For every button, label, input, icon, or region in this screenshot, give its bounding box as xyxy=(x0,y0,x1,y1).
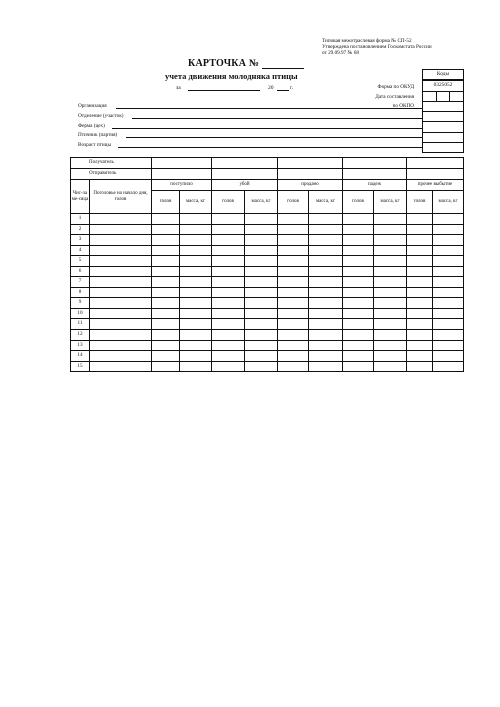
heads-cell[interactable] xyxy=(212,266,245,277)
card-title-text: КАРТОЧКА № xyxy=(188,58,260,69)
table-row xyxy=(71,235,464,246)
heads-cell[interactable] xyxy=(212,256,245,267)
mass-cell[interactable] xyxy=(374,287,407,298)
heads-cell[interactable] xyxy=(152,245,180,256)
group-header-mortality: падеж xyxy=(343,180,407,191)
heads-cell[interactable] xyxy=(152,330,180,341)
heads-cell[interactable] xyxy=(407,214,433,225)
table-row xyxy=(71,308,464,319)
subheader-heads: голов xyxy=(343,191,374,214)
heads-cell[interactable] xyxy=(278,287,309,298)
heads-cell[interactable] xyxy=(343,351,374,362)
mass-cell[interactable] xyxy=(374,224,407,235)
mass-cell[interactable] xyxy=(245,256,278,267)
table-body xyxy=(71,214,464,372)
mass-cell[interactable] xyxy=(374,361,407,372)
subheader-mass: масса, кг xyxy=(180,191,212,214)
mass-cell[interactable] xyxy=(309,277,343,288)
mass-cell[interactable] xyxy=(180,361,212,372)
heads-cell[interactable] xyxy=(152,361,180,372)
subheader-mass: масса, кг xyxy=(374,191,407,214)
heads-cell[interactable] xyxy=(212,298,245,309)
heads-cell[interactable] xyxy=(278,235,309,246)
heads-cell[interactable] xyxy=(278,245,309,256)
mass-cell[interactable] xyxy=(374,298,407,309)
mass-cell[interactable] xyxy=(374,351,407,362)
heads-cell[interactable] xyxy=(152,319,180,330)
day-number: 2 xyxy=(71,224,90,235)
poultry-movement-table xyxy=(70,157,464,372)
heads-cell[interactable] xyxy=(278,351,309,362)
mass-cell[interactable] xyxy=(374,256,407,267)
heads-cell[interactable] xyxy=(152,256,180,267)
mass-cell[interactable] xyxy=(245,298,278,309)
department-field[interactable] xyxy=(132,118,422,119)
heads-cell[interactable] xyxy=(343,298,374,309)
heads-cell[interactable] xyxy=(152,340,180,351)
heads-cell[interactable] xyxy=(278,308,309,319)
mass-cell[interactable] xyxy=(180,266,212,277)
heads-cell[interactable] xyxy=(343,224,374,235)
table-row xyxy=(71,298,464,309)
heads-cell[interactable] xyxy=(407,235,433,246)
day-number: 6 xyxy=(71,266,90,277)
mass-cell[interactable] xyxy=(309,256,343,267)
heads-cell[interactable] xyxy=(212,340,245,351)
headcount-cell[interactable] xyxy=(90,340,152,351)
mass-cell[interactable] xyxy=(180,277,212,288)
heads-cell[interactable] xyxy=(407,287,433,298)
heads-cell[interactable] xyxy=(152,214,180,225)
mass-cell[interactable] xyxy=(180,214,212,225)
day-number: 9 xyxy=(71,298,90,309)
day-column-header: Чис-ла ме-сяца xyxy=(71,180,90,214)
mass-cell[interactable] xyxy=(374,235,407,246)
heads-cell[interactable] xyxy=(278,319,309,330)
form-note-line: Утверждена постановлением Госкомстата России xyxy=(322,44,432,51)
headcount-column-header: Поголовье на начало дня, голов xyxy=(90,180,152,214)
heads-cell[interactable] xyxy=(212,287,245,298)
card-number-field[interactable] xyxy=(262,59,304,69)
heads-cell[interactable] xyxy=(278,214,309,225)
heads-cell[interactable] xyxy=(212,214,245,225)
heads-cell[interactable] xyxy=(343,266,374,277)
mass-cell[interactable] xyxy=(245,224,278,235)
heads-cell[interactable] xyxy=(343,308,374,319)
mass-cell[interactable] xyxy=(180,319,212,330)
field-label-organization: Организация xyxy=(78,103,107,109)
heads-cell[interactable] xyxy=(152,287,180,298)
mass-cell[interactable] xyxy=(245,319,278,330)
mass-cell[interactable] xyxy=(245,266,278,277)
heads-cell[interactable] xyxy=(152,277,180,288)
day-number: 11 xyxy=(71,319,90,330)
card-title xyxy=(188,58,304,69)
group-header-sold: продано xyxy=(278,180,343,191)
heads-cell[interactable] xyxy=(407,245,433,256)
mass-cell[interactable] xyxy=(180,235,212,246)
subheader-heads: голов xyxy=(278,191,309,214)
mass-cell[interactable] xyxy=(245,340,278,351)
code-cell[interactable] xyxy=(423,133,463,143)
subheader-mass: масса, кг xyxy=(245,191,278,214)
mass-cell[interactable] xyxy=(180,224,212,235)
mass-cell[interactable] xyxy=(245,287,278,298)
mass-cell[interactable] xyxy=(309,340,343,351)
code-cell[interactable] xyxy=(423,112,463,122)
sender-cell[interactable] xyxy=(152,169,212,180)
headcount-cell[interactable] xyxy=(90,308,152,319)
day-number: 7 xyxy=(71,277,90,288)
mass-cell[interactable] xyxy=(433,224,464,235)
mass-cell[interactable] xyxy=(309,235,343,246)
table-row xyxy=(71,245,464,256)
mass-cell[interactable] xyxy=(374,245,407,256)
table-row xyxy=(71,277,464,288)
recipient-cell[interactable] xyxy=(212,158,278,169)
mass-cell[interactable] xyxy=(433,245,464,256)
mass-cell[interactable] xyxy=(309,266,343,277)
mass-cell[interactable] xyxy=(309,308,343,319)
heads-cell[interactable] xyxy=(407,330,433,341)
recipient-cell[interactable] xyxy=(152,158,212,169)
headcount-cell[interactable] xyxy=(90,245,152,256)
day-number: 12 xyxy=(71,330,90,341)
mass-cell[interactable] xyxy=(374,277,407,288)
mass-cell[interactable] xyxy=(245,330,278,341)
form-note-line: от 29.09.97 № 68 xyxy=(322,50,359,57)
date-period-field[interactable] xyxy=(188,90,260,91)
group-header-received: поступило xyxy=(152,180,212,191)
mass-cell[interactable] xyxy=(180,298,212,309)
codes-header: Коды xyxy=(423,70,463,80)
mass-cell[interactable] xyxy=(309,224,343,235)
headcount-cell[interactable] xyxy=(90,361,152,372)
heads-cell[interactable] xyxy=(343,245,374,256)
card-subtitle: учета движения молодняка птицы xyxy=(165,71,298,81)
field-label-poultry-house: Птичник (партия) xyxy=(78,132,118,138)
subheader-mass: масса, кг xyxy=(309,191,343,214)
day-number: 8 xyxy=(71,287,90,298)
heads-cell[interactable] xyxy=(407,351,433,362)
headcount-cell[interactable] xyxy=(90,235,152,246)
heads-cell[interactable] xyxy=(407,319,433,330)
headcount-cell[interactable] xyxy=(90,224,152,235)
okpo-label: по ОКПО xyxy=(392,103,414,109)
heads-cell[interactable] xyxy=(407,340,433,351)
heads-cell[interactable] xyxy=(278,266,309,277)
day-number: 15 xyxy=(71,361,90,372)
mass-cell[interactable] xyxy=(433,330,464,341)
mass-cell[interactable] xyxy=(374,330,407,341)
date-compiled-label: Дата составления xyxy=(375,94,414,100)
headcount-cell[interactable] xyxy=(90,351,152,362)
sender-label: Отправитель xyxy=(71,169,152,180)
heads-cell[interactable] xyxy=(212,330,245,341)
day-number: 4 xyxy=(71,245,90,256)
heads-cell[interactable] xyxy=(278,330,309,341)
mass-cell[interactable] xyxy=(309,330,343,341)
day-number: 14 xyxy=(71,351,90,362)
mass-cell[interactable] xyxy=(433,361,464,372)
heads-cell[interactable] xyxy=(407,298,433,309)
codes-box xyxy=(422,69,464,153)
heads-cell[interactable] xyxy=(212,351,245,362)
mass-cell[interactable] xyxy=(309,319,343,330)
heads-cell[interactable] xyxy=(152,224,180,235)
okud-label: Форма по ОКУД xyxy=(377,84,414,90)
heads-cell[interactable] xyxy=(152,266,180,277)
mass-cell[interactable] xyxy=(245,235,278,246)
day-number: 1 xyxy=(71,214,90,225)
heads-cell[interactable] xyxy=(343,214,374,225)
table-row xyxy=(71,319,464,330)
table-row xyxy=(71,256,464,267)
headcount-cell[interactable] xyxy=(90,214,152,225)
heads-cell[interactable] xyxy=(407,266,433,277)
headcount-cell[interactable] xyxy=(90,319,152,330)
mass-cell[interactable] xyxy=(180,308,212,319)
heads-cell[interactable] xyxy=(212,277,245,288)
recipient-label: Получатель xyxy=(71,158,152,169)
subheader-mass: масса, кг xyxy=(433,191,464,214)
table-row xyxy=(71,266,464,277)
heads-cell[interactable] xyxy=(152,351,180,362)
field-label-farm: Ферма (цех) xyxy=(78,123,105,129)
table-row xyxy=(71,287,464,298)
code-cell[interactable] xyxy=(423,143,463,152)
heads-cell[interactable] xyxy=(152,235,180,246)
date-year-field[interactable] xyxy=(277,90,289,91)
mass-cell[interactable] xyxy=(433,277,464,288)
group-header-slaughter: убой xyxy=(212,180,278,191)
bird-age-field[interactable] xyxy=(118,147,422,148)
headcount-cell[interactable] xyxy=(90,287,152,298)
group-header-other-disposal: прочее выбытие xyxy=(407,180,464,191)
mass-cell[interactable] xyxy=(180,351,212,362)
okud-code: 0325052 xyxy=(422,80,464,91)
heads-cell[interactable] xyxy=(343,235,374,246)
mass-cell[interactable] xyxy=(374,340,407,351)
heads-cell[interactable] xyxy=(407,277,433,288)
mass-cell[interactable] xyxy=(245,361,278,372)
mass-cell[interactable] xyxy=(433,266,464,277)
mass-cell[interactable] xyxy=(245,308,278,319)
mass-cell[interactable] xyxy=(433,319,464,330)
heads-cell[interactable] xyxy=(212,224,245,235)
day-number: 3 xyxy=(71,235,90,246)
heads-cell[interactable] xyxy=(407,256,433,267)
heads-cell[interactable] xyxy=(212,308,245,319)
heads-cell[interactable] xyxy=(278,361,309,372)
mass-cell[interactable] xyxy=(180,287,212,298)
form-note-line: Типовая межотраслевая форма № СП-52 xyxy=(322,38,412,44)
mass-cell[interactable] xyxy=(433,308,464,319)
mass-cell[interactable] xyxy=(309,351,343,362)
mass-cell[interactable] xyxy=(433,340,464,351)
headcount-cell[interactable] xyxy=(90,256,152,267)
field-label-department: Отделение (участок) xyxy=(78,113,124,119)
mass-cell[interactable] xyxy=(433,256,464,267)
organization-field[interactable] xyxy=(116,108,422,109)
heads-cell[interactable] xyxy=(152,298,180,309)
date-code-cell[interactable] xyxy=(423,92,463,102)
mass-cell[interactable] xyxy=(433,287,464,298)
mass-cell[interactable] xyxy=(374,214,407,225)
sender-cell[interactable] xyxy=(407,169,464,180)
table-row xyxy=(71,224,464,235)
mass-cell[interactable] xyxy=(433,214,464,225)
poultry-house-field[interactable] xyxy=(126,137,422,138)
mass-cell[interactable] xyxy=(180,245,212,256)
table-row xyxy=(71,361,464,372)
code-cell[interactable] xyxy=(423,122,463,132)
mass-cell[interactable] xyxy=(309,245,343,256)
mass-cell[interactable] xyxy=(180,256,212,267)
heads-cell[interactable] xyxy=(278,256,309,267)
headcount-cell[interactable] xyxy=(90,277,152,288)
subheader-heads: голов xyxy=(212,191,245,214)
heads-cell[interactable] xyxy=(343,330,374,341)
sender-cell[interactable] xyxy=(343,169,407,180)
recipient-cell[interactable] xyxy=(407,158,464,169)
mass-cell[interactable] xyxy=(245,245,278,256)
heads-cell[interactable] xyxy=(278,340,309,351)
heads-cell[interactable] xyxy=(212,245,245,256)
mass-cell[interactable] xyxy=(245,214,278,225)
headcount-cell[interactable] xyxy=(90,266,152,277)
subheader-heads: голов xyxy=(407,191,433,214)
heads-cell[interactable] xyxy=(278,224,309,235)
heads-cell[interactable] xyxy=(278,277,309,288)
headcount-cell[interactable] xyxy=(90,330,152,341)
field-label-bird-age: Возраст птицы xyxy=(78,142,111,148)
headcount-cell[interactable] xyxy=(90,298,152,309)
farm-field[interactable] xyxy=(112,128,422,129)
recipient-cell[interactable] xyxy=(343,158,407,169)
heads-cell[interactable] xyxy=(343,361,374,372)
mass-cell[interactable] xyxy=(309,214,343,225)
mass-cell[interactable] xyxy=(309,361,343,372)
heads-cell[interactable] xyxy=(407,224,433,235)
heads-cell[interactable] xyxy=(278,298,309,309)
mass-cell[interactable] xyxy=(180,330,212,341)
heads-cell[interactable] xyxy=(212,319,245,330)
heads-cell[interactable] xyxy=(343,256,374,267)
mass-cell[interactable] xyxy=(309,298,343,309)
table-row xyxy=(71,330,464,341)
heads-cell[interactable] xyxy=(407,308,433,319)
mass-cell[interactable] xyxy=(374,319,407,330)
table-row xyxy=(71,351,464,362)
mass-cell[interactable] xyxy=(180,340,212,351)
mass-cell[interactable] xyxy=(374,266,407,277)
date-prefix: за xyxy=(176,85,181,91)
heads-cell[interactable] xyxy=(212,361,245,372)
mass-cell[interactable] xyxy=(433,351,464,362)
day-number: 13 xyxy=(71,340,90,351)
date-year-prefix: 20 xyxy=(268,85,274,91)
sender-cell[interactable] xyxy=(212,169,278,180)
date-year-suffix: г. xyxy=(290,85,294,91)
table-row xyxy=(71,340,464,351)
sender-cell[interactable] xyxy=(278,169,343,180)
subheader-heads: голов xyxy=(152,191,180,214)
heads-cell[interactable] xyxy=(212,235,245,246)
heads-cell[interactable] xyxy=(343,319,374,330)
form-header-note xyxy=(322,38,432,57)
okpo-code-cell[interactable] xyxy=(423,102,463,112)
heads-cell[interactable] xyxy=(343,277,374,288)
recipient-cell[interactable] xyxy=(278,158,343,169)
heads-cell[interactable] xyxy=(152,308,180,319)
mass-cell[interactable] xyxy=(374,308,407,319)
table-row xyxy=(71,214,464,225)
mass-cell[interactable] xyxy=(433,235,464,246)
mass-cell[interactable] xyxy=(245,277,278,288)
mass-cell[interactable] xyxy=(309,287,343,298)
mass-cell[interactable] xyxy=(245,351,278,362)
heads-cell[interactable] xyxy=(343,340,374,351)
mass-cell[interactable] xyxy=(433,298,464,309)
heads-cell[interactable] xyxy=(407,361,433,372)
heads-cell[interactable] xyxy=(343,287,374,298)
day-number: 10 xyxy=(71,308,90,319)
day-number: 5 xyxy=(71,256,90,267)
